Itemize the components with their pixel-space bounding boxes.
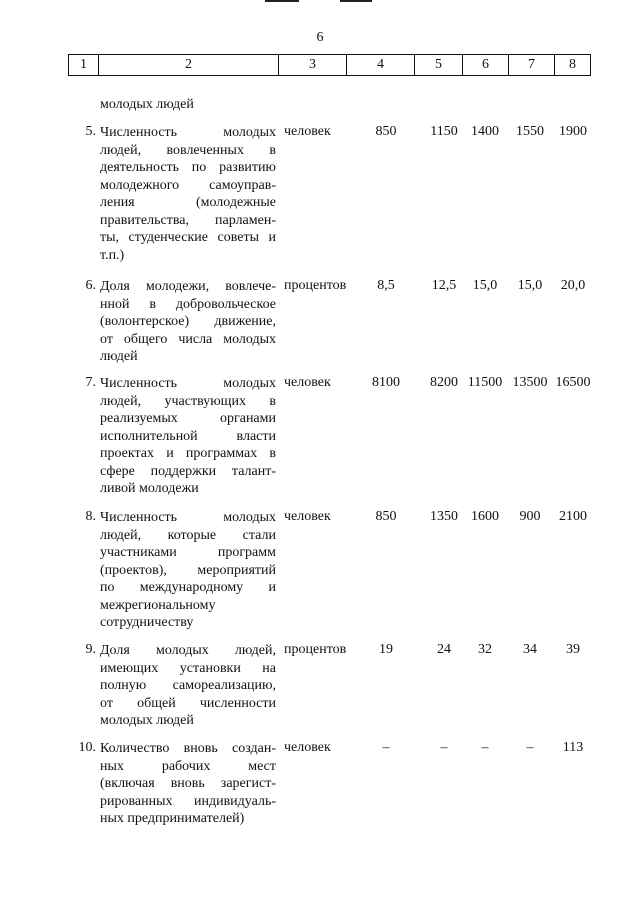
unit-of-measure: процентов [284,642,347,657]
indicator-value: 15,0 [472,278,498,293]
indicator-line: Численность молодых [100,125,276,140]
column-header: 5 [415,55,463,76]
indicator-value: 20,0 [560,278,586,293]
indicator-line: (волонтерское) движение, [100,314,276,329]
row-number: 10. [78,740,96,755]
indicator-value: 900 [519,509,541,524]
indicator-value: 1150 [430,124,458,139]
unit-of-measure: человек [284,740,331,755]
indicator-value: – [481,740,489,755]
indicator-line: межрегиональному [100,597,216,613]
indicator-line: людей, вовлеченных в [100,142,276,158]
unit-of-measure: процентов [284,278,347,293]
column-header: 8 [555,55,591,76]
unit-of-measure: человек [284,509,331,524]
indicator-line: Численность молодых [100,510,276,525]
indicator-name [100,124,276,264]
indicator-value: 1900 [559,124,587,139]
row-number: 5. [85,124,96,139]
indicator-value: – [382,740,390,755]
indicator-line: реализуемых органами [100,411,276,426]
column-header: 1 [69,55,99,76]
indicator-line: молодых людей [100,713,194,728]
column-header: 4 [347,55,415,76]
indicator-value: 16500 [555,375,591,390]
column-header: 3 [279,55,347,76]
indicator-value: 32 [478,642,492,657]
indicator-name [100,642,276,730]
indicator-value: 39 [566,642,580,657]
indicator-line: сотрудничеству [100,615,194,630]
indicator-value: 2100 [559,509,587,524]
indicator-line: Доля молодежи, вовлече- [100,279,276,294]
indicator-value: – [526,740,534,755]
column-header: 7 [509,55,555,76]
indicator-line: людей, которые стали [100,527,276,543]
indicator-line: имеющих установки на [100,660,276,676]
indicator-line: молодежного самоуправ- [100,177,276,193]
indicator-value: 1400 [471,124,499,139]
indicator-line: проектах и программах в [100,446,276,461]
indicator-value: 8,5 [377,278,395,293]
indicator-line: (включая вновь зарегист- [100,776,276,791]
indicator-line: людей, участвующих в [100,393,276,409]
indicator-line: нной в добровольческое [100,296,276,312]
indicator-value: 12,5 [431,278,457,293]
indicator-line: ливой молодежи [100,481,199,496]
indicator-value: 1600 [471,509,499,524]
indicator-value: 11500 [467,375,503,390]
indicator-line: ных предпринимателей) [100,811,245,826]
indicator-line: ления (молодежные [100,195,276,210]
indicator-line: т.п.) [100,247,125,263]
indicator-line: по международному и [100,580,276,595]
unit-of-measure: человек [284,375,331,390]
indicator-line: Доля молодых людей, [100,643,276,658]
row-number: 8. [85,509,96,524]
indicator-line: ных рабочих мест [100,758,276,774]
indicator-line: Количество вновь создан- [100,741,276,756]
indicator-line: полную самореализацию, [100,678,276,693]
indicator-line: ты, студенческие советы и [100,230,276,245]
indicator-line: сфере поддержки талант- [100,463,276,479]
indicator-value: 15,0 [517,278,543,293]
indicator-name [100,375,276,498]
indicator-line: рированных индивидуаль- [100,793,276,809]
indicator-value: 19 [379,642,393,657]
indicator-value: 1350 [430,509,458,524]
indicator-value: 34 [523,642,537,657]
indicator-line: от общего числа молодых [100,331,276,347]
indicator-line: деятельность по развитию [100,160,276,175]
row-number: 9. [85,642,96,657]
page-number: 6 [316,30,324,45]
column-header: 2 [99,55,279,76]
indicator-line: исполнительной власти [100,428,276,444]
indicator-value: 8100 [372,375,400,390]
row-number: 7. [85,375,96,390]
indicator-name [100,509,276,632]
indicator-line: Численность молодых [100,376,276,391]
indicator-line: правительства, парламен- [100,212,276,228]
indicator-value: 850 [375,509,397,524]
indicator-line: участниками программ [100,545,276,560]
indicator-value: 8200 [430,375,458,390]
indicator-value: 13500 [512,375,548,390]
indicator-value: – [440,740,448,755]
continuation-text: молодых людей [100,97,194,112]
indicator-name [100,740,276,828]
indicator-line: от общей численности [100,695,276,711]
indicator-value: 850 [375,124,397,139]
column-header: 6 [463,55,509,76]
indicator-line: людей [100,349,138,364]
row-number: 6. [85,278,96,293]
indicator-line: (проектов), мероприятий [100,562,276,578]
indicator-name [100,278,276,366]
unit-of-measure: человек [284,124,331,139]
indicator-value: 113 [562,740,584,755]
indicator-value: 1550 [516,124,544,139]
indicator-value: 24 [437,642,451,657]
